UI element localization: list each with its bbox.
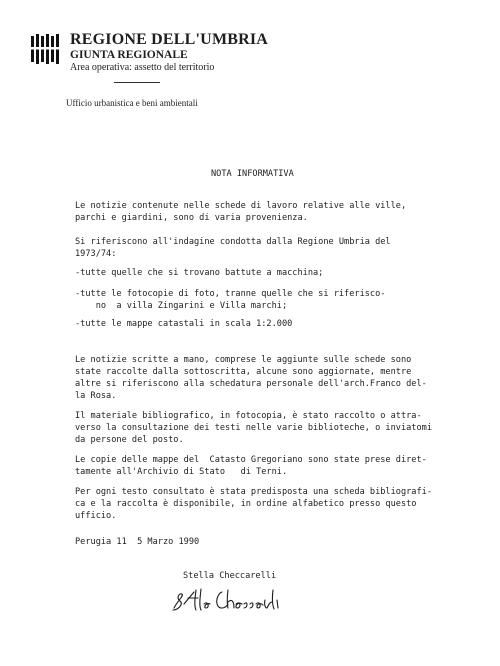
- paragraph-3-line-1: Le notizie scritte a mano, comprese le aggiunte sulle schede sono: [75, 355, 412, 365]
- handwritten-signature: [170, 586, 285, 616]
- paragraph-2-line-1: Si riferiscono all'indagine condotta dalla Regione Umbria del: [75, 237, 391, 247]
- regione-umbria-logo: [30, 34, 60, 64]
- paragraph-6-line-1: Per ogni testo consultato è stata predisposta una scheda bibliografi-: [75, 487, 432, 497]
- letterhead-title: REGIONE DELL'UMBRIA: [70, 31, 269, 48]
- paragraph-3-line-2: state raccolte dalla sottoscritta, alcune sono aggiornate, mentre: [75, 367, 412, 377]
- signer-name: Stella Checcarelli: [183, 571, 277, 581]
- office-name: Ufficio urbanistica e beni ambientali: [66, 98, 198, 108]
- paragraph-5-line-2: tamente all'Archivio di Stato di Terni.: [75, 467, 288, 477]
- date-line: Perugia 11 5 Marzo 1990: [75, 537, 200, 547]
- paragraph-4-line-3: da persone del posto.: [75, 435, 184, 445]
- paragraph-4-line-1: Il materiale bibliografico, in fotocopia, è stato raccolto o attra-: [75, 411, 422, 421]
- paragraph-1-line-1: Le notizie contenute nelle schede di lavoro relative alle ville,: [75, 201, 407, 211]
- letterhead-subtitle: GIUNTA REGIONALE: [70, 49, 188, 61]
- letterhead-divider: [114, 82, 160, 83]
- document-heading: NOTA INFORMATIVA: [211, 169, 294, 179]
- paragraph-3-line-4: la Rosa.: [75, 391, 117, 401]
- paragraph-4-line-2: verso la consultazione dei testi nelle varie biblioteche, o inviatomi: [75, 423, 432, 433]
- paragraph-6-line-2: ca e la raccolta è disponibile, in ordine alfabetico presso questo: [75, 499, 417, 509]
- list-item-3: -tutte le mappe catastali in scala 1:2.000: [75, 319, 293, 329]
- paragraph-3-line-3: altre si riferiscono alla schedatura personale dell'arch.Franco del-: [75, 379, 427, 389]
- paragraph-5-line-1: Le copie delle mappe del Catasto Gregoriano sono state prese diret-: [75, 455, 427, 465]
- letterhead-area: Area operativa: assetto del territorio: [70, 62, 215, 73]
- list-item-2-line-2: no a villa Zingarini e Villa marchi;: [75, 301, 288, 311]
- list-item-2-line-1: -tutte le fotocopie di foto, tranne quelle che si riferisco-: [75, 289, 386, 299]
- list-item-1: -tutte quelle che si trovano battute a macchina;: [75, 268, 324, 278]
- paragraph-2-line-2: 1973/74:: [75, 249, 117, 259]
- paragraph-1-line-2: parchi e giardini, sono di varia provenienza.: [75, 213, 308, 223]
- paragraph-6-line-3: ufficio.: [75, 511, 117, 521]
